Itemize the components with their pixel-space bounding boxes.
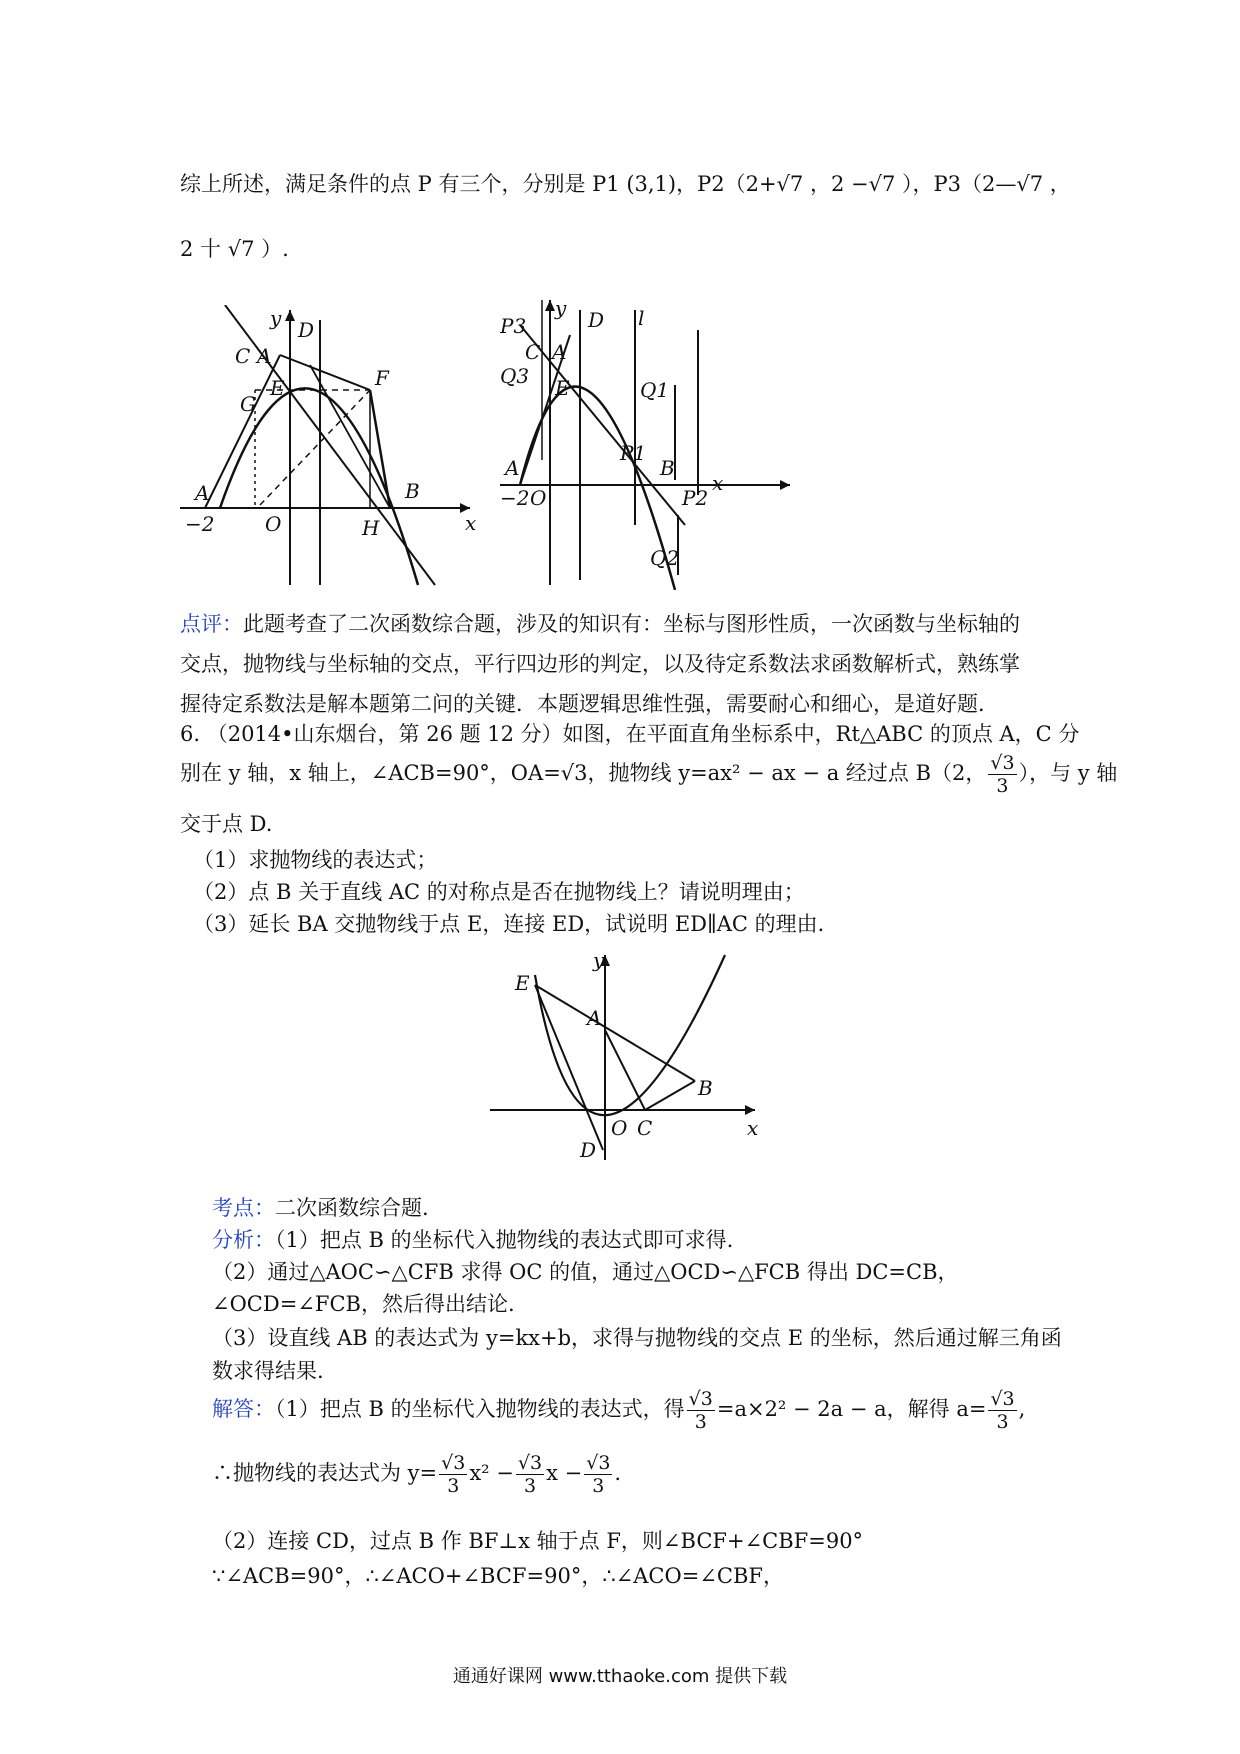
problem-line-2: 别在 y 轴，x 轴上，∠ACB=90°，OA=√3，抛物线 y=ax² − ax − a 经过点 B（2， $\frac{√3}{3}$ ），与 y 轴 — [180, 752, 1118, 797]
fenxi-line-4: （3）设直线 AB 的表达式为 y=kx+b，求得与抛物线的交点 E 的坐标，然后通过解三角函 — [212, 1326, 1062, 1350]
fig1-label-y: y — [270, 306, 282, 330]
comment-label: 点评： — [180, 612, 243, 636]
fig2-label-Q3: Q3 — [500, 364, 530, 388]
comment-line-2: 交点，抛物线与坐标轴的交点，平行四边形的判定，以及待定系数法求函数解析式，熟练掌 — [180, 652, 1020, 676]
fig1-label-B: B — [405, 479, 420, 503]
jieda-line-2: ∴抛物线的表达式为 y= $\frac{√3}{3}$ x² − $\frac{√3}{3}$ x − $\frac{√3}{3}$ . — [212, 1452, 622, 1497]
fig1-label-O: O — [265, 512, 282, 536]
fig1-label-H: H — [362, 516, 380, 540]
fig2-label-A2: A — [505, 456, 520, 480]
fig2-label-O: O — [530, 486, 547, 510]
summary-line-2: 2 十 √7 ）. — [180, 237, 289, 261]
question-3: （3）延长 BA 交抛物线于点 E，连接 ED，试说明 ED∥AC 的理由． — [193, 912, 839, 936]
fig1-label-G: G — [240, 392, 256, 416]
problem-line-3: 交于点 D. — [180, 812, 273, 836]
fig1-label-A2: A — [195, 481, 210, 505]
fig1-label-F: F — [375, 366, 389, 390]
question-2: （2）点 B 关于直线 AC 的对称点是否在抛物线上？请说明理由； — [193, 880, 805, 904]
figure-2-parabola — [500, 295, 800, 590]
fig2-label-Q2: Q2 — [650, 546, 680, 570]
problem-line-1: 6. （2014•山东烟台，第 26 题 12 分）如图，在平面直角坐标系中，Rt△ABC 的顶点 A，C 分 — [180, 722, 1080, 746]
summary-line-1: 综上所述，满足条件的点 P 有三个，分别是 P1 (3,1)，P2（2+√7 ，2 −√7 ），P3（2—√7 ， — [180, 172, 1071, 196]
fig2-label-C: C — [525, 340, 541, 364]
fig2-label-l: l — [638, 306, 645, 330]
jieda-line-1: 解答：（1）把点 B 的坐标代入抛物线的表达式，得 $\frac{√3}{3}$ =a×2² − 2a − a，解得 a= $\frac{√3}{3}$ , — [212, 1388, 1026, 1433]
fig3-label-x: x — [747, 1116, 759, 1140]
fig3-label-A: A — [587, 1006, 602, 1030]
kaodian-line: 考点：二次函数综合题. — [212, 1196, 429, 1220]
fig1-label-x: x — [465, 511, 477, 535]
fenxi-line-3: ∠OCD=∠FCB，然后得出结论. — [212, 1292, 515, 1316]
comment-line-3: 握待定系数法是解本题第二问的关键．本题逻辑思维性强，需要耐心和细心，是道好题． — [180, 692, 999, 716]
fig1-label-A: A — [257, 344, 272, 368]
page-footer: 通通好课网 www.tthaoke.com 提供下载 — [452, 1666, 788, 1687]
fig2-label-P3: P3 — [500, 314, 527, 338]
fig2-label-P2: P2 — [682, 486, 709, 510]
fig1-label-D: D — [298, 318, 315, 342]
fig2-label-minus2: −2 — [500, 486, 530, 510]
comment-line-1: 点评：此题考查了二次函数综合题，涉及的知识有：坐标与图形性质，一次函数与坐标轴的 — [180, 612, 1020, 636]
fig2-label-B: B — [660, 456, 675, 480]
fig3-label-y: y — [593, 948, 605, 972]
fig3-label-O: O — [611, 1116, 628, 1140]
fig3-label-D: D — [580, 1138, 597, 1162]
fig3-label-B: B — [698, 1076, 713, 1100]
fig2-label-D: D — [588, 308, 605, 332]
fig2-label-P1: P1 — [620, 441, 647, 465]
fig2-label-x: x — [712, 471, 724, 495]
fig2-label-A: A — [552, 340, 567, 364]
fig3-label-C: C — [637, 1116, 653, 1140]
jieda-line-3: （2）连接 CD，过点 B 作 BF⊥x 轴于点 F，则∠BCF+∠CBF=90° — [212, 1529, 864, 1553]
fig3-label-E: E — [515, 971, 530, 995]
fig2-label-y: y — [555, 296, 567, 320]
fig2-label-E: E — [555, 376, 570, 400]
question-1: （1）求抛物线的表达式； — [193, 848, 438, 872]
figure-1-parabola — [180, 305, 480, 590]
fig2-label-Q1: Q1 — [640, 378, 670, 402]
fenxi-line-1: 分析：（1）把点 B 的坐标代入抛物线的表达式即可求得. — [212, 1228, 734, 1252]
jieda-line-4: ∵∠ACB=90°，∴∠ACO+∠BCF=90°，∴∠ACO=∠CBF， — [212, 1564, 784, 1588]
fenxi-line-5: 数求得结果. — [212, 1359, 324, 1383]
fig1-label-minus2: −2 — [185, 512, 215, 536]
fenxi-line-2: （2）通过△AOC∽△CFB 求得 OC 的值，通过△OCD∽△FCB 得出 DC=CB， — [212, 1260, 959, 1284]
figure-3-parabola — [485, 945, 765, 1165]
fig1-label-E: E — [270, 376, 285, 400]
fig1-label-C: C — [235, 344, 251, 368]
